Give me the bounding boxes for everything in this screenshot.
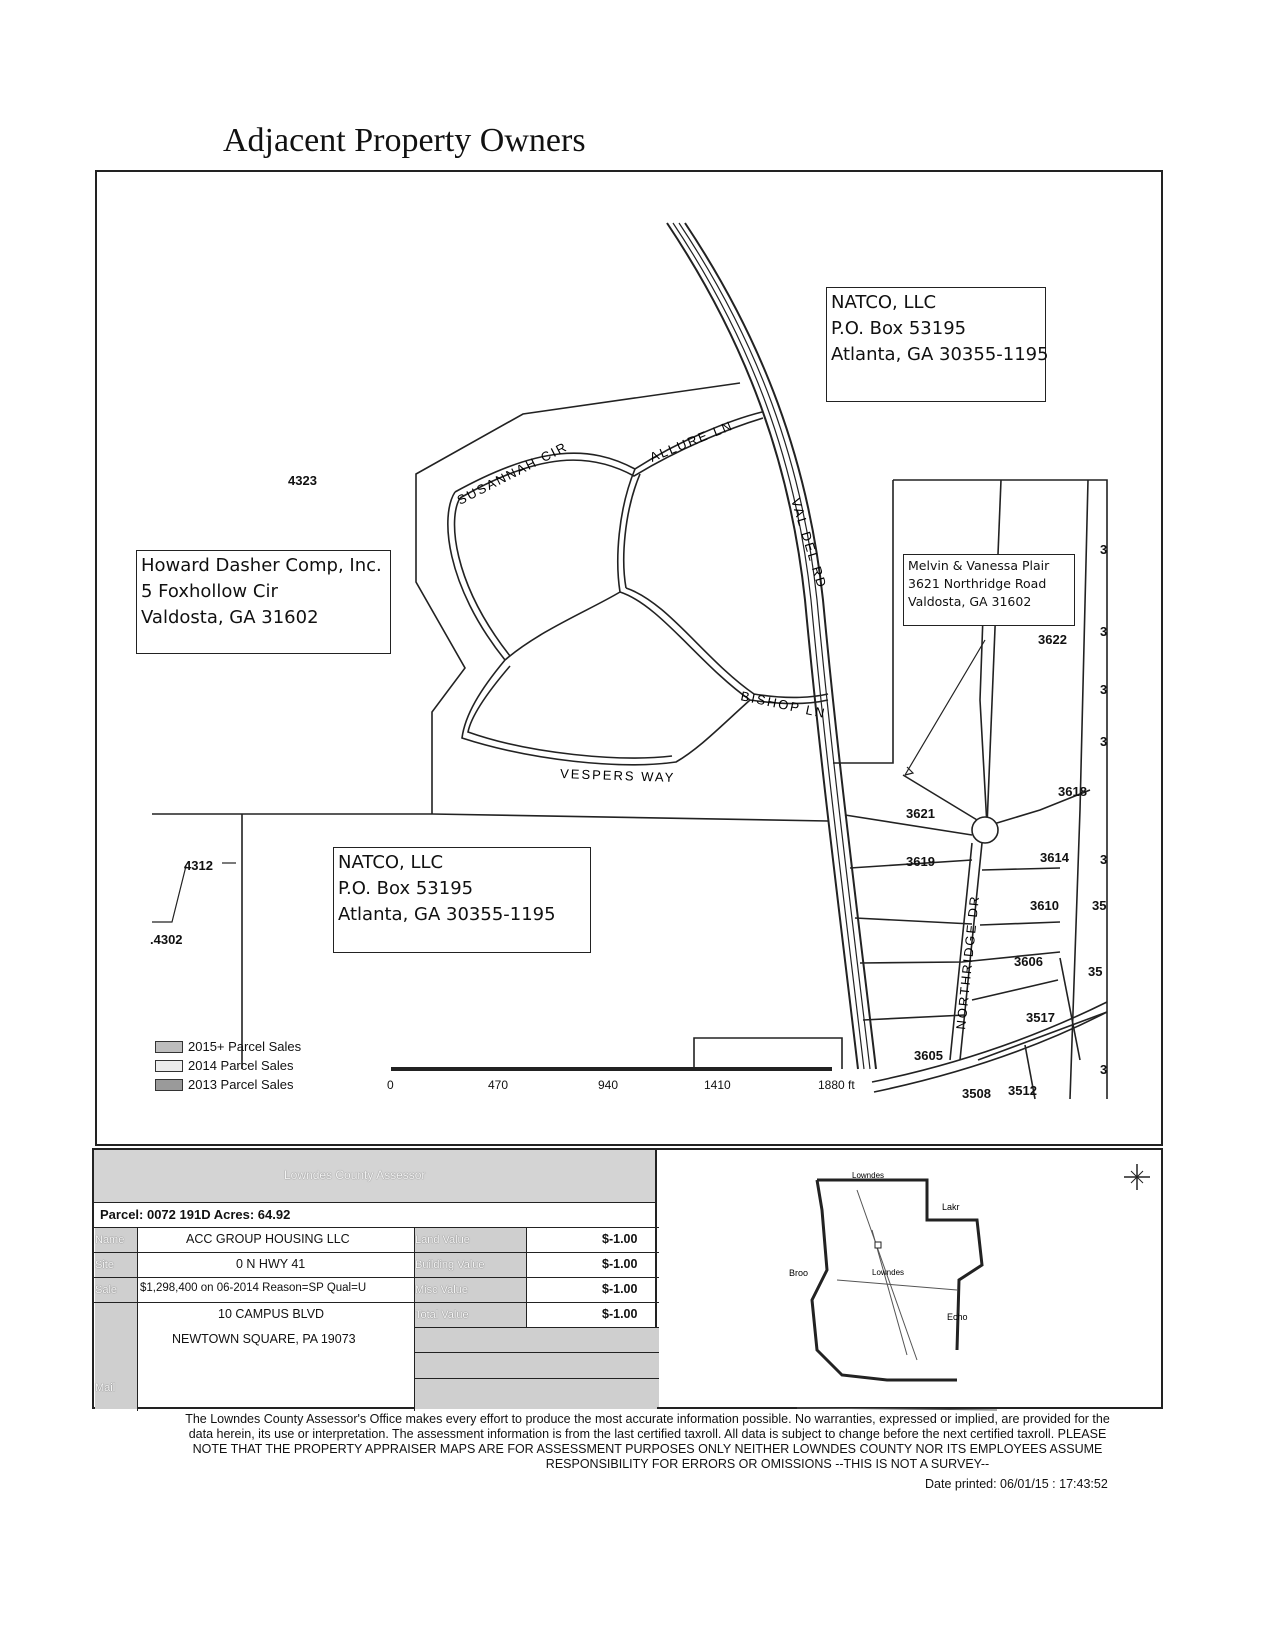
disclaimer-line: RESPONSIBILITY FOR ERRORS OR OMISSIONS --THIS IS NOT A SURVEY-- bbox=[545, 1457, 990, 1471]
scale-tick: 0 bbox=[387, 1078, 394, 1092]
blank-cell bbox=[415, 1379, 659, 1409]
parcel-4302: .4302 bbox=[150, 932, 183, 947]
blank-cell bbox=[415, 1328, 659, 1352]
sale-value: $1,298,400 on 06-2014 Reason=SP Qual=U bbox=[140, 1282, 367, 1294]
legend-label: 2014 Parcel Sales bbox=[188, 1058, 294, 1073]
parcel-3621: 3621 bbox=[906, 806, 935, 821]
name-label: Name bbox=[95, 1228, 137, 1252]
legend-item bbox=[155, 1037, 301, 1056]
subject-marker bbox=[875, 1242, 881, 1248]
owner-city: Atlanta, GA 30355-1195 bbox=[338, 904, 556, 925]
owner-address: 3621 Northridge Road bbox=[908, 576, 1047, 591]
parcel-edge-label: 3 bbox=[1100, 1062, 1108, 1077]
road-label-allure: ALLURE LN bbox=[647, 417, 736, 465]
owner-box-plair bbox=[903, 554, 1075, 626]
locator-inset-map[interactable] bbox=[657, 1148, 1163, 1409]
parcel-3517: 3517 bbox=[1026, 1010, 1055, 1025]
parcel-3606: 3606 bbox=[1014, 954, 1043, 969]
legend-item bbox=[155, 1056, 301, 1075]
parcel-edge-label: 35 bbox=[1088, 964, 1103, 979]
scale-tick: 1410 bbox=[704, 1078, 731, 1092]
inset-label-center: Lowndes bbox=[872, 1268, 905, 1277]
land-value: $-1.00 bbox=[602, 1232, 638, 1246]
parcel-3512: 3512 bbox=[1008, 1083, 1037, 1098]
building-value-label: Building Value bbox=[415, 1253, 526, 1277]
parcel-4312: 4312 bbox=[184, 858, 213, 873]
disclaimer bbox=[115, 1412, 1180, 1472]
road-label-val-del: VAL DEL RD bbox=[788, 496, 830, 591]
disclaimer-line: NOTE THAT THE PROPERTY APPRAISER MAPS ARE FOR ASSESSMENT PURPOSES ONLY NEITHER LOWNDES COUNTY NOR ITS EMPLOYEES ASSUME bbox=[192, 1442, 1103, 1456]
owner-address: P.O. Box 53195 bbox=[831, 318, 967, 339]
disclaimer-line: data herein, its use or interpretation. The assessment information is from the last certified taxroll. All data is subject to change before the next certified taxroll. PLEASE bbox=[188, 1427, 1107, 1441]
parcel-3614: 3614 bbox=[1040, 850, 1069, 865]
parcel-3619: 3619 bbox=[906, 854, 935, 869]
sale-label: Sale bbox=[95, 1278, 137, 1302]
parcel-3622: 3622 bbox=[1038, 632, 1067, 647]
info-header-text: Lowndes County Assessor bbox=[284, 1168, 426, 1182]
owner-name: Melvin & Vanessa Plair bbox=[908, 558, 1050, 573]
legend bbox=[155, 1037, 301, 1094]
site-label: Site bbox=[95, 1253, 137, 1277]
mail-label: Mail bbox=[95, 1303, 137, 1409]
parcel-edge-label: 3 bbox=[1100, 624, 1108, 639]
legend-label: 2015+ Parcel Sales bbox=[188, 1039, 302, 1054]
owner-box-natco-bottom bbox=[333, 847, 591, 953]
parcel-3618: 3618 bbox=[1058, 784, 1087, 799]
inset-label-brooks: Broo bbox=[789, 1268, 809, 1278]
parcel-3605: 3605 bbox=[914, 1048, 943, 1063]
info-header bbox=[94, 1150, 655, 1203]
disclaimer-line: The Lowndes County Assessor's Office makes every effort to produce the most accurate information possible. No warranties, expressed or implied, are provided for the bbox=[185, 1412, 1110, 1426]
mail-line-2: NEWTOWN SQUARE, PA 19073 bbox=[172, 1332, 356, 1346]
owner-box-natco-top bbox=[826, 287, 1049, 402]
assessor-info-box bbox=[92, 1148, 657, 1409]
owner-name-value: ACC GROUP HOUSING LLC bbox=[186, 1232, 350, 1246]
owner-name: Howard Dasher Comp, Inc. bbox=[141, 555, 382, 576]
misc-value-label: Misc Value bbox=[415, 1278, 526, 1302]
road-label-vespers: VESPERS WAY bbox=[559, 766, 676, 786]
road-label-northridge: NORTHRIDGE DR bbox=[953, 893, 983, 1031]
owner-address: P.O. Box 53195 bbox=[338, 878, 474, 899]
parcel-edge-label: 3 bbox=[1100, 734, 1108, 749]
parcel-line: Parcel: 0072 191D Acres: 64.92 bbox=[100, 1207, 291, 1222]
scale-tick: 1880 ft bbox=[818, 1078, 855, 1092]
owner-name: NATCO, LLC bbox=[338, 852, 444, 873]
scale-tick: 470 bbox=[488, 1078, 509, 1092]
total-value-label: Total Value bbox=[415, 1303, 526, 1327]
owner-address: 5 Foxhollow Cir bbox=[141, 581, 278, 602]
building-value: $-1.00 bbox=[602, 1257, 638, 1271]
mail-line-1: 10 CAMPUS BLVD bbox=[218, 1307, 325, 1321]
total-value: $-1.00 bbox=[602, 1307, 638, 1321]
owner-name: NATCO, LLC bbox=[831, 292, 937, 313]
land-value-label: Land Value bbox=[415, 1228, 526, 1252]
road-label-bishop: BISHOP LN bbox=[739, 688, 828, 722]
compass-icon bbox=[1124, 1164, 1150, 1190]
legend-item bbox=[155, 1075, 301, 1094]
parcel-edge-label: 3 bbox=[1100, 542, 1108, 557]
inset-label-top: Lowndes bbox=[852, 1171, 885, 1180]
owner-city: Valdosta, GA 31602 bbox=[141, 607, 319, 628]
road-label-susannah: SUSANNAH CIR bbox=[454, 438, 571, 508]
inset-label-echols: Echo bbox=[947, 1312, 968, 1322]
scale-tick: 940 bbox=[598, 1078, 619, 1092]
parcel-edge-label: 35 bbox=[1092, 898, 1107, 913]
owner-city: Valdosta, GA 31602 bbox=[908, 594, 1032, 609]
inset-label-lakeland: Lakr bbox=[942, 1202, 960, 1212]
inset-map-svg bbox=[657, 1150, 1163, 1411]
parcel-edge-label: 3 bbox=[1100, 682, 1108, 697]
misc-value: $-1.00 bbox=[602, 1282, 638, 1296]
owner-box-dasher bbox=[136, 550, 391, 654]
blank-cell bbox=[415, 1353, 659, 1378]
page-title: Adjacent Property Owners bbox=[223, 122, 586, 159]
legend-label: 2013 Parcel Sales bbox=[188, 1077, 294, 1092]
parcel-edge-label: 3 bbox=[1100, 852, 1108, 867]
parcel-3610: 3610 bbox=[1030, 898, 1059, 913]
parcel-3508: 3508 bbox=[962, 1086, 991, 1101]
parcel-4323: 4323 bbox=[288, 473, 317, 488]
owner-city: Atlanta, GA 30355-1195 bbox=[831, 344, 1049, 365]
date-printed: Date printed: 06/01/15 : 17:43:52 bbox=[925, 1477, 1108, 1491]
site-value: 0 N HWY 41 bbox=[236, 1257, 306, 1271]
